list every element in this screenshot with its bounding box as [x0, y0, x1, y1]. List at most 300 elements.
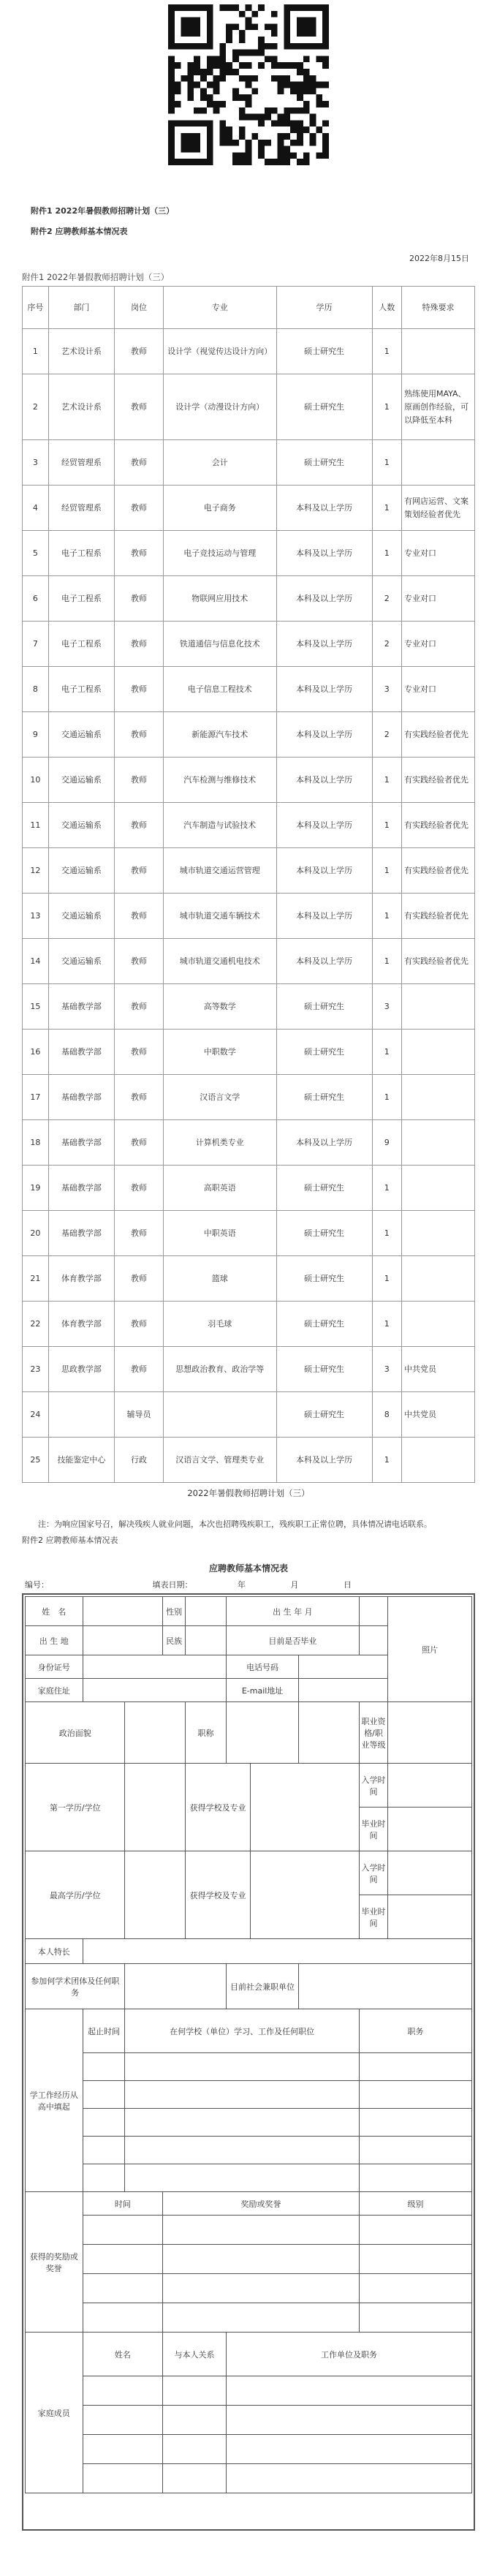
qr-module	[290, 152, 297, 159]
cell-count: 1	[372, 1211, 401, 1256]
qr-module	[239, 107, 246, 114]
qr-module	[297, 69, 303, 75]
qr-module	[232, 4, 239, 11]
top-school-field[interactable]	[251, 1851, 360, 1939]
qr-module	[265, 140, 271, 146]
cell-department: 经贸管理系	[48, 440, 114, 486]
qr-module	[284, 23, 290, 30]
email-field[interactable]	[299, 1679, 388, 1702]
cell-requirements: 有实践经验者优先	[401, 758, 474, 803]
top-grad-field[interactable]	[388, 1895, 472, 1939]
family-workplace-header: 工作单位及职务	[226, 2333, 471, 2376]
qr-module	[322, 4, 329, 11]
cell-education: 本科及以上学历	[276, 1120, 372, 1166]
qr-module	[175, 101, 181, 107]
work-cell[interactable]	[125, 2164, 359, 2192]
qr-module	[181, 75, 188, 82]
qr-module	[258, 120, 265, 126]
qr-module	[194, 23, 200, 30]
duty-header: 职务	[359, 2009, 471, 2053]
qr-module	[284, 114, 290, 121]
specialty-label: 本人特长	[26, 1939, 83, 1964]
qr-module	[258, 114, 265, 121]
phone-field[interactable]	[299, 1655, 388, 1679]
qr-module	[226, 37, 232, 43]
cell-requirements: 有实践经验者优先	[401, 803, 474, 848]
qr-module	[316, 82, 322, 88]
cell-education: 硕士研究生	[276, 1256, 372, 1302]
qr-module	[246, 62, 252, 69]
name-label: 姓 名	[26, 1597, 83, 1626]
award-time-header: 时间	[83, 2192, 163, 2216]
qr-module	[284, 82, 290, 88]
qr-module	[181, 159, 188, 165]
qr-module	[194, 120, 200, 126]
qr-module	[246, 114, 252, 121]
birthplace-field[interactable]	[83, 1626, 163, 1655]
title-field-2[interactable]	[299, 1702, 360, 1764]
cell-major: 篮球	[163, 1256, 276, 1302]
cell-major: 思想政治教育、政治学等	[163, 1347, 276, 1392]
qr-module	[168, 82, 175, 88]
academic-field[interactable]	[125, 1964, 227, 2009]
qr-module	[187, 159, 194, 165]
address-field[interactable]	[83, 1679, 226, 1702]
qr-module	[258, 62, 265, 69]
qr-module	[303, 126, 310, 133]
qr-module	[297, 23, 303, 30]
award-cell[interactable]	[83, 2245, 163, 2274]
cell-education: 本科及以上学历	[276, 576, 372, 622]
political-field[interactable]	[125, 1702, 186, 1764]
work-cell[interactable]	[83, 2081, 125, 2109]
qr-module	[181, 120, 188, 126]
cell-requirements	[401, 1438, 474, 1483]
cell-department: 思政教学部	[48, 1347, 114, 1392]
cell-index: 5	[23, 531, 49, 576]
plan-table-body	[23, 329, 475, 1483]
plan-row	[23, 440, 475, 486]
qr-module	[310, 133, 316, 140]
family-cell[interactable]	[226, 2376, 471, 2406]
qr-module	[239, 152, 246, 159]
qr-module	[290, 62, 297, 69]
qr-module	[290, 107, 297, 114]
family-cell[interactable]	[83, 2435, 163, 2464]
qr-module	[239, 11, 246, 18]
work-cell[interactable]	[359, 2137, 471, 2164]
top-degree-label: 最高学历/学位	[26, 1851, 125, 1939]
award-cell[interactable]	[359, 2245, 471, 2274]
cell-education: 硕士研究生	[276, 1030, 372, 1075]
award-cell[interactable]	[163, 2303, 360, 2333]
qr-module	[213, 101, 220, 107]
qr-module	[200, 88, 207, 94]
qr-module	[284, 75, 290, 82]
qr-module	[271, 62, 278, 69]
qr-module	[226, 133, 232, 140]
header-count: 人数	[372, 287, 401, 329]
qr-module	[168, 133, 175, 140]
cell-position: 教师	[115, 1030, 164, 1075]
award-cell[interactable]	[163, 2245, 360, 2274]
cell-major: 汽车制造与试验技术	[163, 803, 276, 848]
qr-module	[181, 43, 188, 50]
qr-module	[322, 152, 329, 159]
cell-department: 基础教学部	[48, 1211, 114, 1256]
qr-module	[168, 101, 175, 107]
qr-module	[322, 62, 329, 69]
qr-module	[258, 37, 265, 43]
qr-module	[297, 18, 303, 24]
plan-caption: 附件1 2022年暑假教师招聘计划（三）	[22, 272, 170, 282]
qr-module	[258, 140, 265, 146]
qr-module	[322, 133, 329, 140]
cell-education: 本科及以上学历	[276, 1438, 372, 1483]
qr-module	[316, 152, 322, 159]
qr-module	[303, 23, 310, 30]
cell-position: 教师	[115, 374, 164, 440]
award-cell[interactable]	[83, 2303, 163, 2333]
qr-module	[290, 140, 297, 146]
qr-module	[246, 140, 252, 146]
cell-count: 1	[372, 894, 401, 939]
qr-module	[219, 62, 226, 69]
qr-module	[271, 75, 278, 82]
top-degree-field[interactable]	[125, 1851, 186, 1939]
qr-module	[322, 101, 329, 107]
qr-module	[194, 133, 200, 140]
cell-major: 城市轨道交通运营管理	[163, 848, 276, 894]
work-cell[interactable]	[125, 2109, 359, 2137]
cell-major: 物联网应用技术	[163, 576, 276, 622]
work-section-label: 学工作经历从高中填起	[26, 2009, 83, 2192]
qr-module	[310, 120, 316, 126]
cell-count: 1	[372, 1302, 401, 1347]
qr-module	[322, 11, 329, 18]
cell-position: 教师	[115, 329, 164, 374]
qr-module	[297, 133, 303, 140]
cell-position: 教师	[115, 1302, 164, 1347]
qr-module	[297, 82, 303, 88]
title-field[interactable]	[226, 1702, 298, 1764]
work-cell[interactable]	[83, 2164, 125, 2192]
qr-module	[187, 18, 194, 24]
top-school-label: 获得学校及专业	[186, 1851, 251, 1939]
award-cell[interactable]	[163, 2274, 360, 2303]
family-cell[interactable]	[163, 2435, 227, 2464]
ethnicity-field[interactable]	[186, 1626, 227, 1655]
qr-module	[310, 82, 316, 88]
qr-module	[246, 152, 252, 159]
family-cell[interactable]	[163, 2376, 227, 2406]
qr-module	[265, 23, 271, 30]
cell-position: 教师	[115, 758, 164, 803]
family-cell[interactable]	[83, 2406, 163, 2435]
applicant-form-table	[25, 1596, 472, 2493]
cell-requirements: 有实践经验者优先	[401, 848, 474, 894]
qr-module	[194, 4, 200, 11]
first-degree-field[interactable]	[125, 1764, 186, 1851]
cell-index: 21	[23, 1256, 49, 1302]
cell-major: 电子竞技运动与管理	[163, 531, 276, 576]
qr-module	[200, 43, 207, 50]
cell-count: 1	[372, 1256, 401, 1302]
family-cell[interactable]	[163, 2464, 227, 2493]
qr-module	[278, 133, 284, 140]
qr-module	[239, 94, 246, 101]
cell-major: 新能源汽车技术	[163, 712, 276, 758]
cell-education: 本科及以上学历	[276, 712, 372, 758]
family-relation-header: 与本人关系	[163, 2333, 227, 2376]
qr-module	[207, 69, 213, 75]
qr-module	[187, 23, 194, 30]
award-cell[interactable]	[359, 2303, 471, 2333]
cell-position: 教师	[115, 712, 164, 758]
family-section-label: 家庭成员	[26, 2333, 83, 2493]
family-cell[interactable]	[163, 2406, 227, 2435]
qr-module	[194, 56, 200, 62]
political-label: 政治面貌	[26, 1702, 125, 1764]
attachment-link-2[interactable]: 附件2 应聘教师基本情况表	[31, 227, 128, 236]
cell-count: 1	[372, 374, 401, 440]
cell-count: 1	[372, 758, 401, 803]
cell-education: 硕士研究生	[276, 1075, 372, 1120]
qr-module	[246, 94, 252, 101]
work-cell[interactable]	[83, 2053, 125, 2081]
work-cell[interactable]	[83, 2137, 125, 2164]
award-cell[interactable]	[163, 2216, 360, 2245]
qr-module	[194, 18, 200, 24]
cell-requirements	[401, 1211, 474, 1256]
qr-module	[168, 159, 175, 165]
qr-module	[194, 69, 200, 75]
qr-module	[168, 126, 175, 133]
qr-module	[239, 133, 246, 140]
qr-module	[246, 159, 252, 165]
award-cell[interactable]	[359, 2216, 471, 2245]
cell-education: 硕士研究生	[276, 1166, 372, 1211]
qr-module	[284, 62, 290, 69]
cell-education: 硕士研究生	[276, 1302, 372, 1347]
cell-department: 艺术设计系	[48, 329, 114, 374]
qr-module	[187, 146, 194, 153]
award-cell[interactable]	[83, 2274, 163, 2303]
qr-module	[187, 69, 194, 75]
family-cell[interactable]	[226, 2406, 471, 2435]
qr-module	[187, 133, 194, 140]
award-section-label: 获得的奖励或奖誉	[26, 2192, 83, 2333]
qr-module	[303, 88, 310, 94]
qr-module	[251, 23, 258, 30]
work-cell[interactable]	[125, 2053, 359, 2081]
qr-module	[219, 126, 226, 133]
qr-module	[168, 94, 175, 101]
qr-module	[284, 133, 290, 140]
qr-module	[246, 23, 252, 30]
cell-education: 本科及以上学历	[276, 667, 372, 712]
publish-date: 2022年8月15日	[409, 254, 469, 263]
qr-module	[219, 56, 226, 62]
id-label: 身份证号	[26, 1655, 83, 1679]
qr-module	[303, 75, 310, 82]
work-cell[interactable]	[125, 2137, 359, 2164]
name-field[interactable]	[83, 1597, 163, 1626]
cell-index: 2	[23, 374, 49, 440]
award-cell[interactable]	[83, 2216, 163, 2245]
qr-module	[316, 56, 322, 62]
qr-module	[168, 88, 175, 94]
first-school-label: 获得学校及专业	[186, 1764, 251, 1851]
qr-module	[246, 4, 252, 11]
qr-module	[303, 152, 310, 159]
cell-position: 教师	[115, 803, 164, 848]
cell-index: 9	[23, 712, 49, 758]
first-enroll-field[interactable]	[388, 1764, 472, 1808]
cell-index: 4	[23, 486, 49, 531]
ethnicity-label: 民族	[163, 1626, 186, 1655]
qr-module	[316, 101, 322, 107]
cell-major: 铁道通信与信息化技术	[163, 622, 276, 667]
cell-department: 基础教学部	[48, 1075, 114, 1120]
qr-module	[200, 69, 207, 75]
cell-index: 8	[23, 667, 49, 712]
award-level-header: 级别	[359, 2192, 471, 2216]
cell-position: 教师	[115, 622, 164, 667]
qr-module	[213, 75, 220, 82]
qualification-field[interactable]	[388, 1702, 472, 1764]
award-cell[interactable]	[359, 2274, 471, 2303]
cell-education: 本科及以上学历	[276, 531, 372, 576]
qr-module	[207, 30, 213, 37]
qr-code-image	[168, 4, 329, 165]
qr-module	[207, 56, 213, 62]
qr-module	[303, 30, 310, 37]
qr-module	[310, 75, 316, 82]
cell-requirements	[401, 1030, 474, 1075]
qr-module	[226, 4, 232, 11]
qr-module	[175, 82, 181, 88]
cell-index: 16	[23, 1030, 49, 1075]
plan-row	[23, 1347, 475, 1392]
plan-row	[23, 984, 475, 1030]
qr-module	[322, 43, 329, 50]
family-cell[interactable]	[83, 2376, 163, 2406]
qr-module	[219, 50, 226, 56]
qr-module	[278, 114, 284, 121]
header-requirements: 特殊要求	[401, 287, 474, 329]
family-cell[interactable]	[226, 2435, 471, 2464]
qr-module	[258, 146, 265, 153]
work-cell[interactable]	[359, 2081, 471, 2109]
plan-row	[23, 1075, 475, 1120]
first-school-field[interactable]	[251, 1764, 360, 1851]
social-field[interactable]	[299, 1964, 472, 2009]
cell-count: 1	[372, 1030, 401, 1075]
work-cell[interactable]	[359, 2053, 471, 2081]
work-cell[interactable]	[83, 2109, 125, 2137]
family-cell[interactable]	[226, 2464, 471, 2493]
cell-education: 本科及以上学历	[276, 848, 372, 894]
qr-module	[226, 69, 232, 75]
qr-module	[200, 75, 207, 82]
qr-module	[265, 114, 271, 121]
qr-module	[290, 43, 297, 50]
top-enroll-field[interactable]	[388, 1851, 472, 1895]
qr-module	[239, 159, 246, 165]
first-grad-field[interactable]	[388, 1808, 472, 1851]
qr-module	[278, 75, 284, 82]
qr-module	[284, 120, 290, 126]
cell-requirements	[401, 1256, 474, 1302]
cell-education: 本科及以上学历	[276, 758, 372, 803]
graduated-field[interactable]	[359, 1626, 387, 1655]
id-field[interactable]	[83, 1655, 226, 1679]
qr-module	[219, 133, 226, 140]
plan-row	[23, 758, 475, 803]
cell-requirements	[401, 440, 474, 486]
qr-module	[175, 62, 181, 69]
qr-module	[175, 120, 181, 126]
qr-module	[251, 75, 258, 82]
qr-module	[271, 159, 278, 165]
year-label: 年	[238, 1580, 246, 1590]
cell-position: 教师	[115, 1211, 164, 1256]
cell-count: 1	[372, 329, 401, 374]
email-label: E-mail地址	[226, 1679, 298, 1702]
qualification-label: 职业资格/职业等级	[359, 1702, 387, 1764]
qr-module	[322, 120, 329, 126]
birth-field[interactable]	[359, 1597, 387, 1626]
qr-module	[290, 126, 297, 133]
gender-field[interactable]	[186, 1597, 227, 1626]
cell-department: 技能鉴定中心	[48, 1438, 114, 1483]
qr-module	[187, 88, 194, 94]
qr-module	[278, 159, 284, 165]
cell-major: 会计	[163, 440, 276, 486]
cell-department: 电子工程系	[48, 576, 114, 622]
month-label: 月	[290, 1580, 299, 1590]
cell-position: 教师	[115, 894, 164, 939]
first-degree-label: 第一学历/学位	[26, 1764, 125, 1851]
cell-department: 基础教学部	[48, 1120, 114, 1166]
cell-major: 设计学（动漫设计方向）	[163, 374, 276, 440]
work-cell[interactable]	[359, 2164, 471, 2192]
attachment-link-1[interactable]: 附件1 2022年暑假教师招聘计划（三）	[31, 206, 175, 216]
qr-module	[251, 11, 258, 18]
qr-module	[271, 107, 278, 114]
specialty-field[interactable]	[83, 1939, 471, 1964]
qr-module	[303, 101, 310, 107]
cell-count: 2	[372, 576, 401, 622]
qr-module	[239, 30, 246, 37]
qr-module	[265, 56, 271, 62]
plan-row	[23, 1302, 475, 1347]
qr-module	[239, 114, 246, 121]
qr-module	[303, 4, 310, 11]
qr-module	[278, 62, 284, 69]
work-cell[interactable]	[125, 2081, 359, 2109]
cell-major: 计算机类专业	[163, 1120, 276, 1166]
qr-module	[168, 146, 175, 153]
cell-position: 教师	[115, 440, 164, 486]
plan-row	[23, 803, 475, 848]
qr-module	[187, 43, 194, 50]
family-cell[interactable]	[83, 2464, 163, 2493]
cell-requirements	[401, 984, 474, 1030]
work-cell[interactable]	[359, 2109, 471, 2137]
qr-module	[175, 159, 181, 165]
